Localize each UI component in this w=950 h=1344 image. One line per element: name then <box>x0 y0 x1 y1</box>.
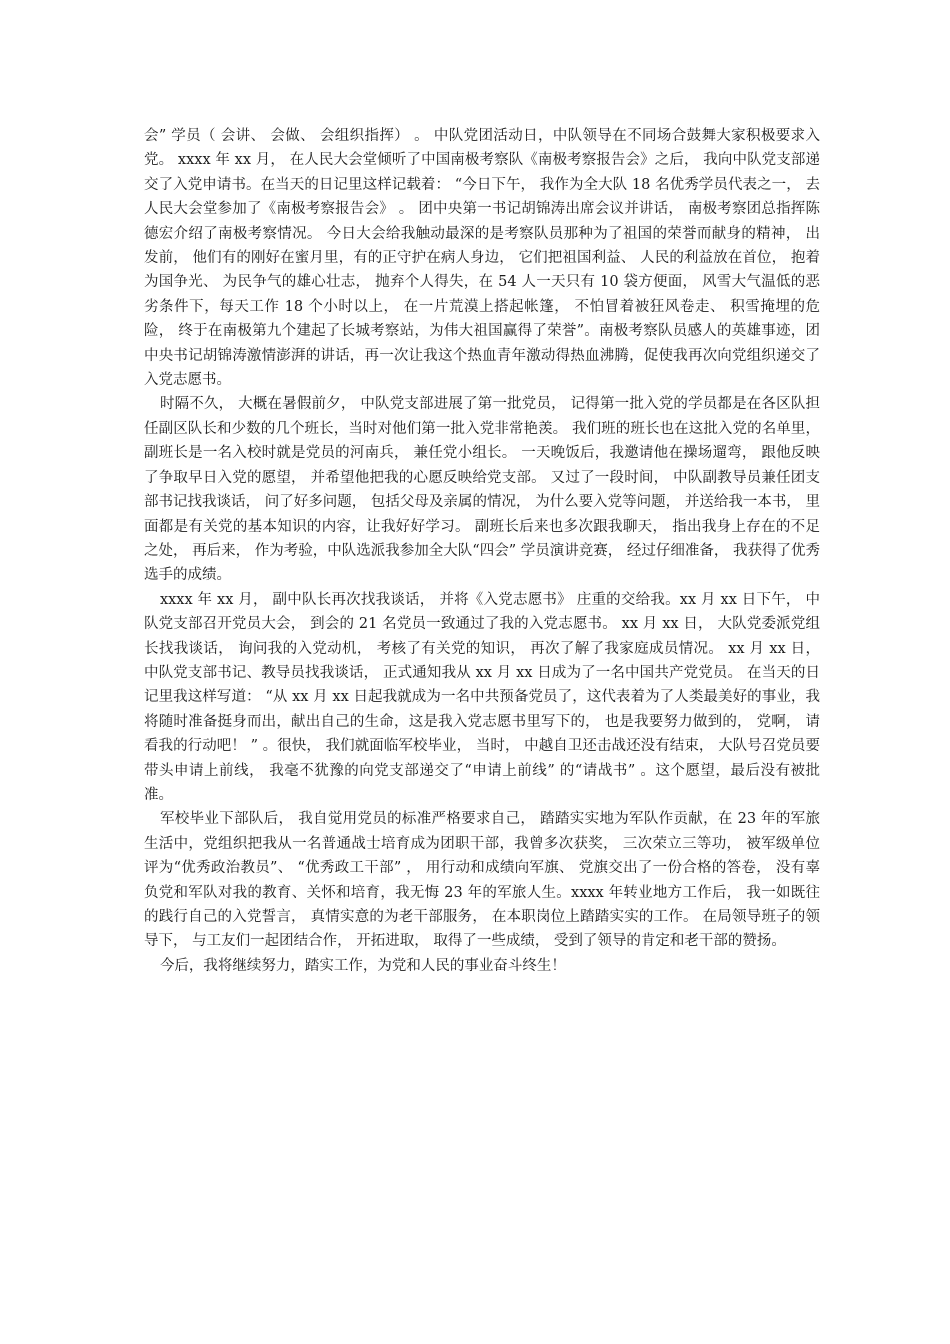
paragraph-5: 今后，我将继续努力，踏实工作，为党和人民的事业奋斗终生！ <box>159 957 566 974</box>
paragraph-1: 会” 学员（ 会讲、 会做、 会组织指挥） 。 中队党团活动日，中队领导在不同场合鼓舞大家积极要求入党。 xxxx 年 xx 月， 在人民大会堂倾听了中国南极考察队《南极考察报告会》之后， 我向中队党支部递交了入党申请书。在当天的日记里这样记载着： “今日下午， 我作为全大队 18 名优秀学员代表之一， 去人民大会堂参加了《南极考察报告会》 。 团中央第一书记胡锦涛出席会议并讲话， 南极考察团总指挥陈德宏介绍了南极考察情况。 今日大会给我触动最深的是考察队员那种为了祖国的荣誉而献身的精神， 出发前， 他们有的刚好在蜜月里，有的正守护在病人身边， 它们把祖国利益、 人民的利益放在首位， 抱着为国争光、 为民争气的雄心壮志， 抛弃个人得失，在 54 人一天只有 10 袋方便面， 风雪大气温低的恶劣条件下，每天工作 18 个小时以上， 在一片荒漠上搭起帐篷， 不怕冒着被狂风卷走、 积雪掩埋的危险， 终于在南极第九个建起了长城考察站，为伟大祖国赢得了荣誉”。南极考察队员感人的英雄事迹，团中央书记胡锦涛激情澎湃的讲话，再一次让我这个热血青年激动得热血沸腾，促使我再次向党组织递交了入党志愿书。 <box>144 128 820 389</box>
document-body <box>144 124 820 978</box>
paragraph-2: 时隔不久， 大概在暑假前夕， 中队党支部进展了第一批党员， 记得第一批入党的学员都是在各区队担任副区队长和少数的几个班长，当时对他们第一批入党非常艳羡。 我们班的班长也在这批入党的名单里， 副班长是一名入校时就是党员的河南兵， 兼任党小组长。 一天晚饭后，我邀请他在操场遛弯， 跟他反映了争取早日入党的愿望， 并希望他把我的心愿反映给党支部。 又过了一段时间， 中队副教导员兼任团支部书记找我谈话， 问了好多问题， 包括父母及亲属的情况， 为什么要入党等问题， 并送给我一本书， 里面都是有关党的基本知识的内容，让我好好学习。 副班长后来也多次跟我聊天， 指出我身上存在的不足之处， 再后来， 作为考验，中队选派我参加全大队“四会” 学员演讲竞赛， 经过仔细准备， 我获得了优秀选手的成绩。 <box>144 396 820 584</box>
paragraph-3: xxxx 年 xx 月， 副中队长再次找我谈话， 并将《入党志愿书》 庄重的交给我。xx 月 xx 日下午， 中队党支部召开党员大会， 到会的 21 名党员一致通过了我的入党志愿书。 xx 月 xx 日， 大队党委派党组长找我谈话， 询问我的入党动机， 考核了有关党的知识， 再次了解了我家庭成员情况。 xx 月 xx 日， 中队党支部书记、教导员找我谈话， 正式通知我从 xx 月 xx 日成为了一名中国共产党党员。 在当天的日记里我这样写道： “从 xx 月 xx 日起我就成为一名中共预备党员了，这代表着为了人类最美好的事业，我将随时准备挺身而出，献出自己的生命，这是我入党志愿书里写下的， 也是我要努力做到的， 党啊， 请看我的行动吧！ ” 。很快， 我们就面临军校毕业， 当时， 中越自卫还击战还没有结束， 大队号召党员要带头申请上前线， 我毫不犹豫的向党支部递交了“申请上前线” 的“请战书” 。这个愿望，最后没有被批准。 <box>144 591 820 803</box>
paragraph-4: 军校毕业下部队后， 我自觉用党员的标准严格要求自己， 踏踏实实地为军队作贡献，在 23 年的军旅生活中，党组织把我从一名普通战士培育成为团职干部，我曾多次获奖， 三次荣立三等功， 被军级单位评为“优秀政治教员”、 “优秀政工干部” ， 用行动和成绩向军旗、 党旗交出了一份合格的答卷， 没有辜负党和军队对我的教育、关怀和培育，我无悔 23 年的军旅人生。xxxx 年转业地方工作后， 我一如既往的践行自己的入党誓言， 真情实意的为老干部服务， 在本职岗位上踏踏实实的工作。 在局领导班子的领导下， 与工友们一起团结合作， 开拓进取， 取得了一些成绩， 受到了领导的肯定和老干部的赞扬。 <box>144 811 820 950</box>
